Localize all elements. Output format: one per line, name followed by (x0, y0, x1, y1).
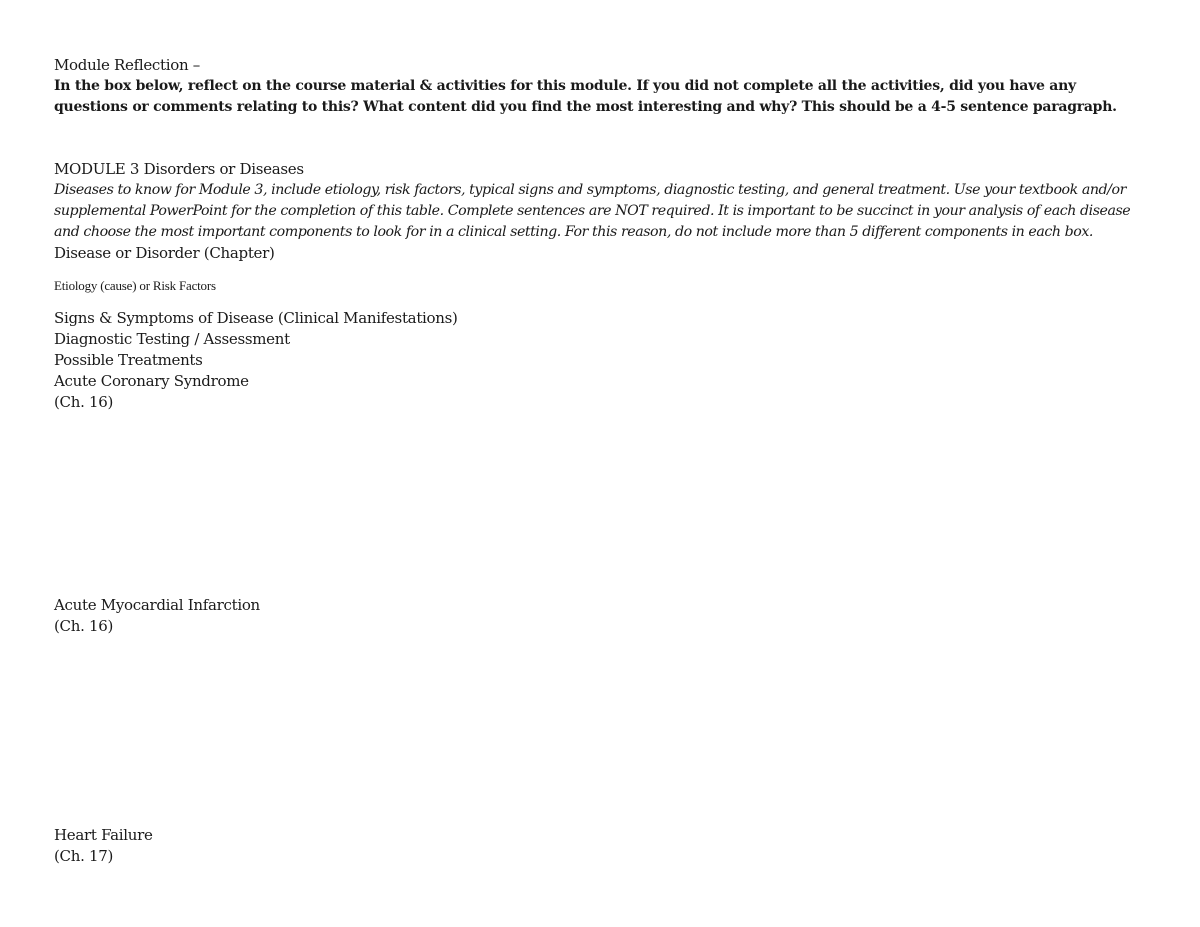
table-header-etiology: Etiology (cause) or Risk Factors (54, 278, 216, 293)
row-disease-chapter: (Ch. 16) (54, 393, 114, 411)
document-page (54, 55, 1154, 413)
table-header-diagnostic-testing: Diagnostic Testing / Assessment (54, 330, 290, 348)
row-disease-name: Acute Coronary Syndrome (54, 372, 249, 390)
module-title: MODULE 3 Disorders or Diseases (54, 160, 304, 178)
reflection-title: Module Reflection – (54, 56, 200, 74)
section-spacer (54, 118, 1154, 159)
row-disease-chapter: (Ch. 16) (54, 617, 114, 635)
table-row (54, 595, 260, 637)
table-row (54, 825, 153, 867)
table-header-treatments: Possible Treatments (54, 351, 203, 369)
row-disease-name: Acute Myocardial Infarction (54, 596, 260, 614)
table-header-disease: Disease or Disorder (Chapter) (54, 244, 275, 262)
row-disease-name: Heart Failure (54, 826, 153, 844)
table-header-signs-symptoms: Signs & Symptoms of Disease (Clinical Manifestations) (54, 309, 458, 327)
row-disease-chapter: (Ch. 17) (54, 847, 114, 865)
module-instructions: Diseases to know for Module 3, include etiology, risk factors, typical signs and symptoms, diagnostic testing, and general treatment. Use your textbook and/or supplemental PowerPoint for the completion of this table. Complete sentences are NOT required. It is important to be succinct in your analysis of each disease and choose the most important components to look for in a clinical setting. For this reason, do not include more than 5 different components in each box. (54, 182, 1131, 240)
reflection-instructions: In the box below, reflect on the course material & activities for this module. If you did not complete all the activities, did you have any questions or comments relating to this? What content did you find the most interesting and why? This should be a 4-5 sentence paragraph. (54, 78, 1117, 115)
